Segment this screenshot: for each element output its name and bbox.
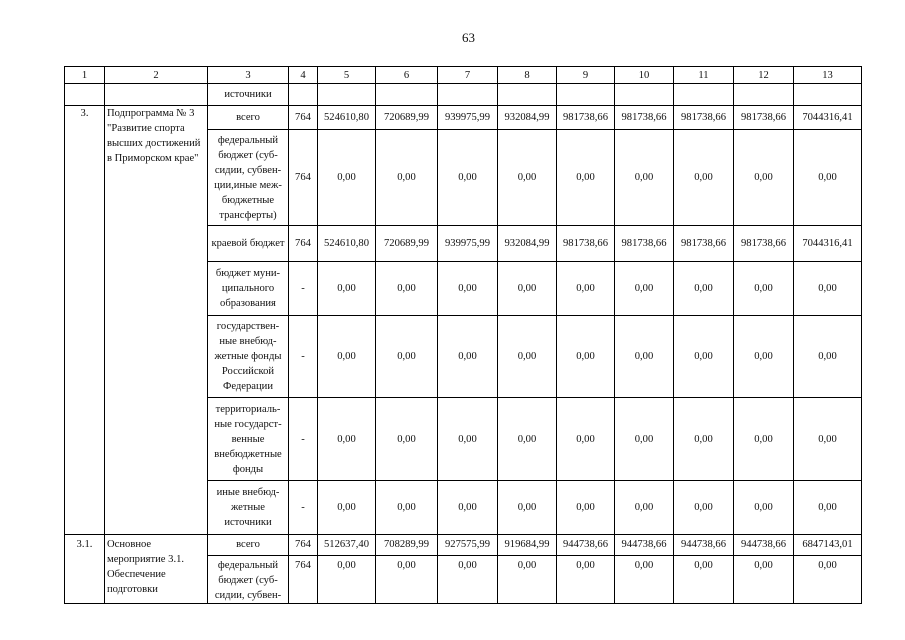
column-header: 7 — [438, 67, 498, 84]
value-cell: 0,00 — [498, 130, 557, 226]
value-cell: 708289,99 — [376, 535, 438, 556]
row-name: Подпрограмма № 3 "Развитие спорта высших достижений в Приморском крае" — [105, 106, 208, 535]
value-cell: 939975,99 — [438, 106, 498, 130]
value-cell: 0,00 — [438, 262, 498, 316]
value-cell: 0,00 — [498, 262, 557, 316]
value-cell: 0,00 — [734, 262, 794, 316]
value-cell: 0,00 — [557, 316, 615, 398]
value-cell: 944738,66 — [615, 535, 674, 556]
value-cell: 7044316,41 — [794, 226, 862, 262]
value-cell: 0,00 — [376, 262, 438, 316]
value-cell: 0,00 — [615, 130, 674, 226]
source-cell: иные внебюд-жетные источники — [208, 481, 289, 535]
value-cell: 0,00 — [438, 556, 498, 604]
value-cell: 0,00 — [615, 556, 674, 604]
value-cell: 0,00 — [318, 398, 376, 481]
value-cell: 0,00 — [674, 398, 734, 481]
column-header: 12 — [734, 67, 794, 84]
value-cell: 0,00 — [498, 398, 557, 481]
column-header: 13 — [794, 67, 862, 84]
value-cell: 981738,66 — [734, 226, 794, 262]
table-row — [65, 106, 862, 130]
value-cell: 0,00 — [557, 556, 615, 604]
code-cell: 764 — [289, 226, 318, 262]
column-header: 6 — [376, 67, 438, 84]
code-cell: 764 — [289, 556, 318, 604]
value-cell: 0,00 — [318, 316, 376, 398]
value-cell: 0,00 — [376, 481, 438, 535]
value-cell: 944738,66 — [557, 535, 615, 556]
column-header: 8 — [498, 67, 557, 84]
value-cell: 0,00 — [734, 556, 794, 604]
column-header: 1 — [65, 67, 105, 84]
row-index: 3.1. — [65, 535, 105, 604]
column-header: 9 — [557, 67, 615, 84]
value-cell: 944738,66 — [674, 535, 734, 556]
value-cell: 0,00 — [557, 481, 615, 535]
value-cell: 981738,66 — [615, 106, 674, 130]
value-cell: 981738,66 — [674, 226, 734, 262]
value-cell: 0,00 — [794, 481, 862, 535]
source-cell: всего — [208, 106, 289, 130]
value-cell: 0,00 — [734, 398, 794, 481]
column-header: 11 — [674, 67, 734, 84]
source-cell: источники — [208, 84, 289, 106]
value-cell: 512637,40 — [318, 535, 376, 556]
column-header: 3 — [208, 67, 289, 84]
source-cell: всего — [208, 535, 289, 556]
value-cell: 0,00 — [794, 398, 862, 481]
value-cell: 981738,66 — [615, 226, 674, 262]
value-cell: 0,00 — [674, 481, 734, 535]
column-header: 10 — [615, 67, 674, 84]
value-cell: 0,00 — [674, 556, 734, 604]
value-cell: 0,00 — [674, 316, 734, 398]
value-cell: 981738,66 — [674, 106, 734, 130]
value-cell: 0,00 — [674, 130, 734, 226]
column-header: 4 — [289, 67, 318, 84]
header-row — [65, 67, 862, 84]
code-cell: 764 — [289, 130, 318, 226]
value-cell: 524610,80 — [318, 226, 376, 262]
value-cell: 0,00 — [615, 262, 674, 316]
subprogram-3-rows — [65, 106, 862, 535]
page-number: 63 — [462, 30, 475, 45]
value-cell: 0,00 — [734, 130, 794, 226]
value-cell: 932084,99 — [498, 106, 557, 130]
value-cell: 0,00 — [318, 130, 376, 226]
source-cell: федеральный бюджет (суб-сидии, субвен-ции,иные меж-бюджетные трансферты) — [208, 130, 289, 226]
value-cell: 0,00 — [376, 316, 438, 398]
value-cell: 524610,80 — [318, 106, 376, 130]
value-cell: 919684,99 — [498, 535, 557, 556]
value-cell: 927575,99 — [438, 535, 498, 556]
value-cell: 0,00 — [438, 481, 498, 535]
value-cell: 0,00 — [438, 316, 498, 398]
row-name: Основное мероприятие 3.1. Обеспечение подготовки — [105, 535, 208, 604]
code-cell: - — [289, 262, 318, 316]
value-cell: 932084,99 — [498, 226, 557, 262]
value-cell: 944738,66 — [734, 535, 794, 556]
value-cell: 0,00 — [794, 316, 862, 398]
continuation-row — [65, 84, 862, 106]
source-cell: государствен-ные внебюд-жетные фонды Российской Федерации — [208, 316, 289, 398]
value-cell: 0,00 — [498, 316, 557, 398]
value-cell: 0,00 — [734, 316, 794, 398]
value-cell: 0,00 — [794, 262, 862, 316]
value-cell: 0,00 — [438, 398, 498, 481]
value-cell: 981738,66 — [557, 226, 615, 262]
value-cell: 0,00 — [498, 481, 557, 535]
value-cell: 0,00 — [498, 556, 557, 604]
value-cell: 981738,66 — [734, 106, 794, 130]
code-cell: 764 — [289, 535, 318, 556]
code-cell: - — [289, 316, 318, 398]
value-cell: 0,00 — [734, 481, 794, 535]
value-cell: 0,00 — [615, 316, 674, 398]
source-cell: федеральный бюджет (суб-сидии, субвен- — [208, 556, 289, 604]
code-cell: - — [289, 481, 318, 535]
value-cell: 0,00 — [318, 556, 376, 604]
value-cell: 0,00 — [376, 398, 438, 481]
value-cell: 7044316,41 — [794, 106, 862, 130]
value-cell: 6847143,01 — [794, 535, 862, 556]
value-cell: 939975,99 — [438, 226, 498, 262]
source-cell: территориаль-ные государст-венные внебюджетные фонды — [208, 398, 289, 481]
value-cell: 0,00 — [557, 398, 615, 481]
value-cell: 0,00 — [674, 262, 734, 316]
value-cell: 0,00 — [557, 262, 615, 316]
table-row — [65, 535, 862, 556]
value-cell: 0,00 — [318, 262, 376, 316]
value-cell: 0,00 — [557, 130, 615, 226]
code-cell: 764 — [289, 106, 318, 130]
value-cell: 0,00 — [615, 398, 674, 481]
value-cell: 0,00 — [376, 130, 438, 226]
value-cell: 720689,99 — [376, 106, 438, 130]
value-cell: 0,00 — [438, 130, 498, 226]
column-header: 5 — [318, 67, 376, 84]
column-header: 2 — [105, 67, 208, 84]
row-index: 3. — [65, 106, 105, 535]
value-cell: 0,00 — [318, 481, 376, 535]
value-cell: 0,00 — [615, 481, 674, 535]
code-cell: - — [289, 398, 318, 481]
value-cell: 0,00 — [376, 556, 438, 604]
source-cell: краевой бюджет — [208, 226, 289, 262]
budget-table — [64, 66, 862, 604]
value-cell: 720689,99 — [376, 226, 438, 262]
activity-3-1-rows — [65, 535, 862, 604]
value-cell: 0,00 — [794, 556, 862, 604]
value-cell: 981738,66 — [557, 106, 615, 130]
source-cell: бюджет муни-ципального образования — [208, 262, 289, 316]
value-cell: 0,00 — [794, 130, 862, 226]
